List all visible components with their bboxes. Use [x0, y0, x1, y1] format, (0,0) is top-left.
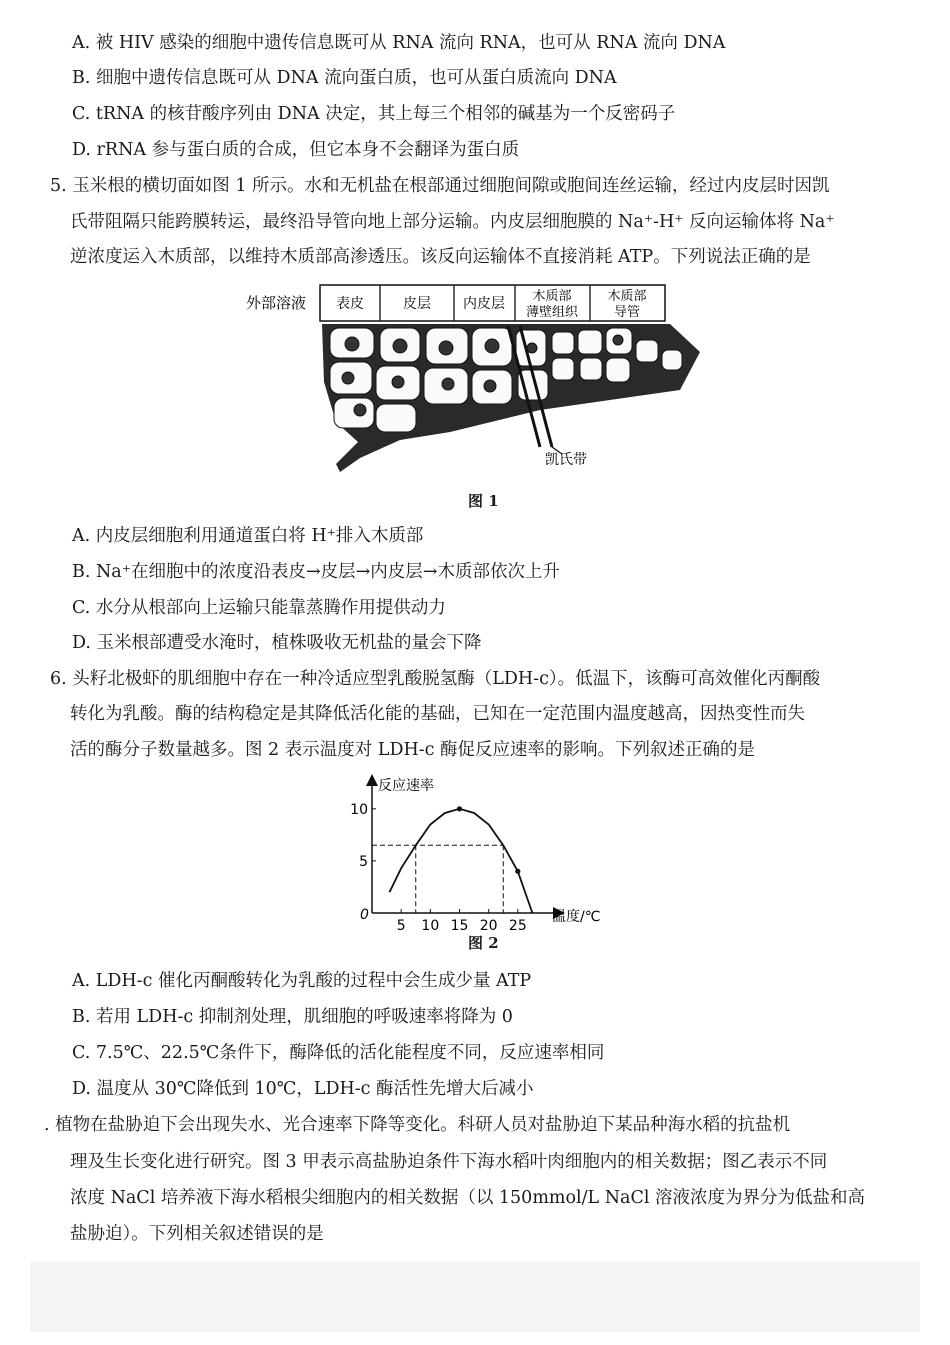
q4-option-a: A. 被 HIV 感染的细胞中遗传信息既可从 RNA 流向 RNA，也可从 RNA 流向 DNA	[72, 33, 726, 53]
q7-stem-line-4: 盐胁迫）。下列相关叙述错误的是	[70, 1224, 324, 1244]
q6-stem-line-3: 活的酶分子数量越多。图 2 表示温度对 LDH-c 酶促反应速率的影响。下列叙述正确的是	[70, 740, 756, 760]
q5-stem-line-1: 5. 玉米根的横切面如图 1 所示。水和无机盐在根部通过细胞间隙或胞间连丝运输，经过内皮层时因凯	[50, 176, 830, 196]
page-bottom-shade	[30, 1262, 920, 1332]
q6-option-a: A. LDH-c 催化丙酮酸转化为乳酸的过程中会生成少量 ATP	[72, 971, 532, 991]
figure-2-chart	[340, 770, 610, 930]
q6-stem-line-2: 转化为乳酸。酶的结构稳定是其降低活化能的基础，已知在一定范围内温度越高，因热变性而失	[70, 704, 805, 724]
y-tick-label: 5	[359, 853, 368, 870]
q5-option-c: C. 水分从根部向上运输只能靠蒸腾作用提供动力	[72, 598, 446, 618]
header-xylem-vessel-2: 导管	[613, 305, 641, 320]
q6-option-b: B. 若用 LDH-c 抑制剂处理，肌细胞的呼吸速率将降为 0	[72, 1007, 513, 1027]
q7-stem-line-1: . 植物在盐胁迫下会出现失水、光合速率下降等变化。科研人员对盐胁迫下某品种海水稻的抗盐机	[44, 1115, 791, 1135]
q5-stem-line-2: 氏带阻隔只能跨膜转运，最终沿导管向地上部分运输。内皮层细胞膜的 Na⁺-H⁺ 反向运输体将 Na⁺	[70, 212, 835, 232]
q7-stem-line-2: 理及生长变化进行研究。图 3 甲表示高盐胁迫条件下海水稻叶肉细胞内的相关数据；图乙表示不同	[70, 1152, 828, 1172]
x-tick-label: 20	[479, 918, 498, 930]
q6-option-c: C. 7.5℃、22.5℃条件下，酶降低的活化能程度不同，反应速率相同	[72, 1043, 605, 1063]
header-cortex: 皮层	[403, 296, 431, 312]
header-xylem-parenchyma-1: 木质部	[532, 289, 572, 304]
q5-stem-line-3: 逆浓度运入木质部，以维持木质部高渗透压。该反向运输体不直接消耗 ATP。下列说法正确的是	[70, 247, 811, 267]
x-tick-label: 10	[421, 918, 440, 930]
y-tick-label: 10	[350, 801, 368, 818]
header-xylem-parenchyma-2: 薄壁组织	[525, 305, 579, 320]
header-epidermis: 表皮	[336, 296, 364, 312]
origin-label: 0	[360, 907, 369, 923]
cell-tissue-drawing	[322, 324, 700, 472]
x-tick-label: 25	[508, 918, 527, 930]
figure-2-caption: 图 2	[468, 934, 499, 952]
outside-solution-label: 外部溶液	[246, 294, 307, 312]
q6-option-d: D. 温度从 30℃降低到 10℃，LDH-c 酶活性先增大后减小	[72, 1079, 534, 1099]
header-endodermis: 内皮层	[463, 296, 505, 312]
q4-option-c: C. tRNA 的核苷酸序列由 DNA 决定，其上每三个相邻的碱基为一个反密码子	[72, 104, 676, 124]
q5-option-d: D. 玉米根部遭受水淹时，植株吸收无机盐的量会下降	[72, 633, 482, 653]
y-axis-label: 反应速率	[378, 778, 434, 794]
data-point	[457, 806, 462, 811]
data-point	[515, 869, 520, 874]
q4-option-d: D. rRNA 参与蛋白质的合成，但它本身不会翻译为蛋白质	[72, 140, 520, 160]
header-xylem-vessel-1: 木质部	[607, 289, 647, 304]
q4-option-b: B. 细胞中遗传信息既可从 DNA 流向蛋白质，也可从蛋白质流向 DNA	[72, 68, 617, 88]
q5-option-a: A. 内皮层细胞利用通道蛋白将 H⁺排入木质部	[72, 526, 424, 546]
rate-curve	[390, 809, 533, 913]
x-tick-label: 5	[396, 918, 406, 930]
x-tick-label: 15	[450, 918, 469, 930]
figure-1-root-section	[240, 282, 710, 487]
tissue-header-table	[320, 285, 665, 321]
x-axis-label: 温度/℃	[552, 909, 601, 925]
casparian-strip-label: 凯氏带	[545, 452, 587, 468]
q7-stem-line-3: 浓度 NaCl 培养液下海水稻根尖细胞内的相关数据（以 150mmol/L NaCl 溶液浓度为界分为低盐和高	[70, 1188, 866, 1208]
q6-stem-line-1: 6. 头籽北极虾的肌细胞中存在一种冷适应型乳酸脱氢酶（LDH-c）。低温下，该酶可高效催化丙酮酸	[50, 669, 821, 689]
figure-1-caption: 图 1	[468, 492, 499, 510]
q5-option-b: B. Na⁺在细胞中的浓度沿表皮→皮层→内皮层→木质部依次上升	[72, 562, 560, 582]
